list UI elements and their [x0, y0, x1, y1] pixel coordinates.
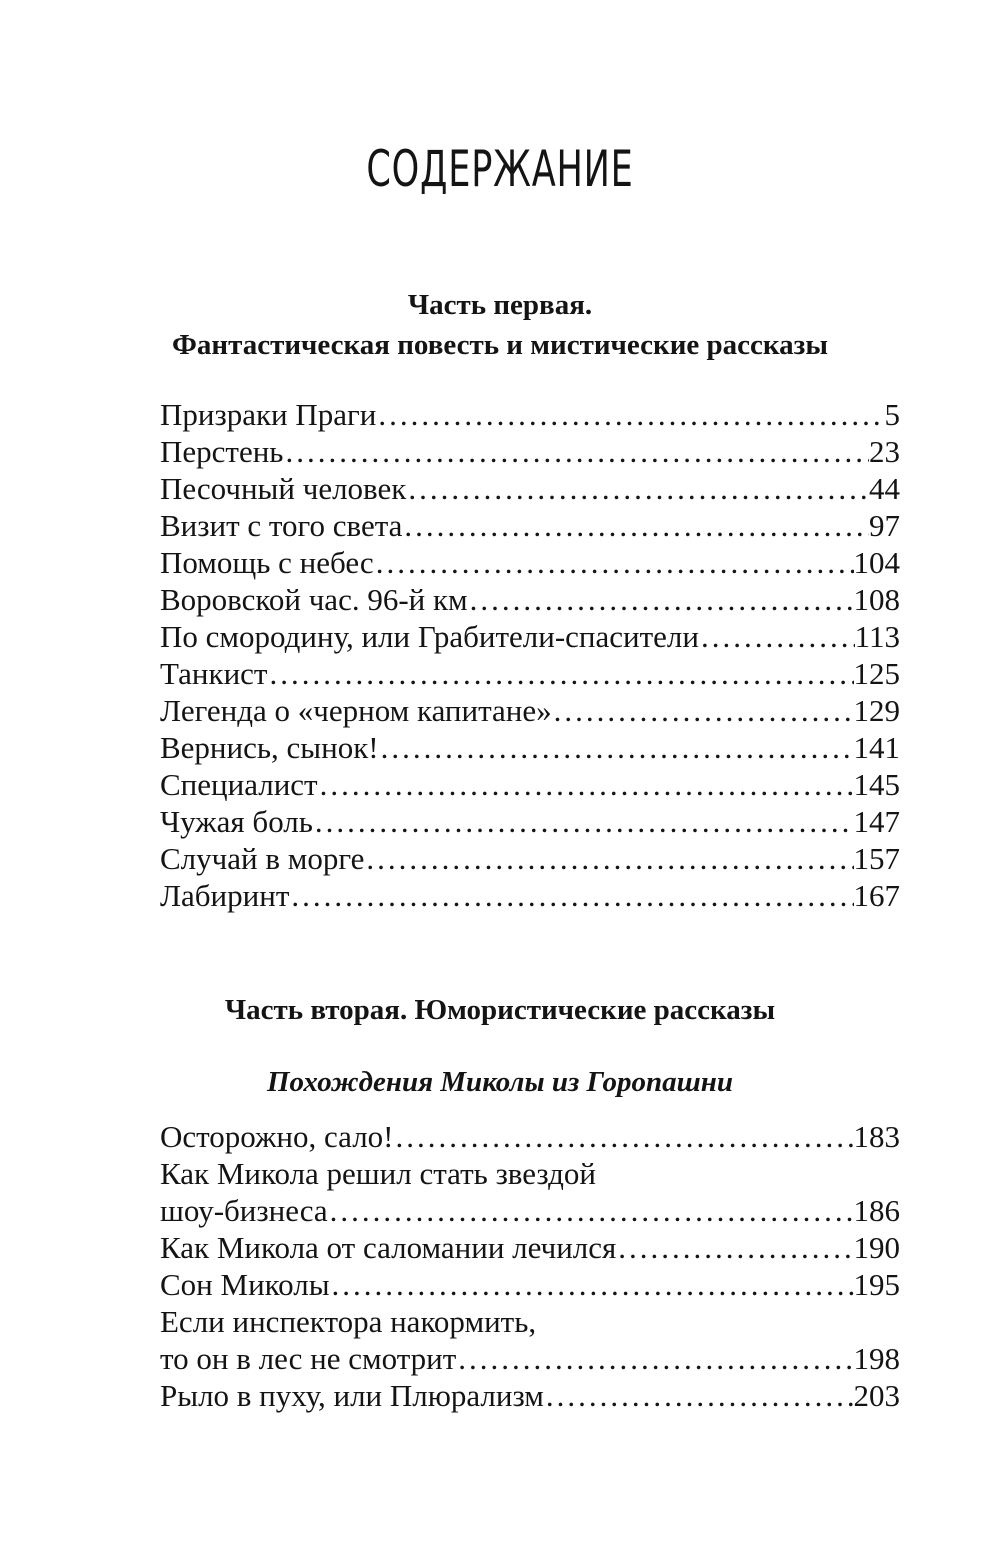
leader-dots: [552, 692, 854, 729]
toc-entry[interactable]: Как Микола от саломании лечился ..... 190: [160, 1229, 900, 1266]
leader-dots: [374, 544, 854, 581]
leader-dots: [267, 655, 853, 692]
leader-dots: [376, 396, 884, 433]
leader-dots: [318, 766, 854, 803]
toc-entry-first-line[interactable]: Как Микола решил стать звездой: [160, 1156, 596, 1191]
leader-dots: [456, 1340, 853, 1377]
toc-entry[interactable]: Танкист ..... 125: [160, 655, 900, 692]
toc-entry[interactable]: Чужая боль ..... 147: [160, 803, 900, 840]
toc-entry[interactable]: Легенда о «черном капитане» ..... 129: [160, 692, 900, 729]
toc-entry[interactable]: Вернись, сынок! ..... 141: [160, 729, 900, 766]
leader-dots: [289, 877, 853, 914]
leader-dots: [402, 507, 869, 544]
part-one-heading: [0, 285, 1000, 365]
leader-dots: [330, 1266, 854, 1303]
toc-entry-first-line[interactable]: Если инспектора накормить,: [160, 1304, 537, 1339]
toc-entry[interactable]: По смородину, или Грабители-спасители ..... 113: [160, 618, 900, 655]
leader-dots: [544, 1377, 854, 1414]
leader-dots: [364, 840, 853, 877]
toc-entry[interactable]: Лабиринт ..... 167: [160, 877, 900, 914]
leader-dots: [616, 1229, 853, 1266]
toc-entry[interactable]: Случай в морге ..... 157: [160, 840, 900, 877]
page-title: СОДЕРЖАНИЕ: [366, 140, 634, 198]
leader-dots: [379, 729, 854, 766]
toc-entry[interactable]: Рыло в пуху, или Плюрализм ..... 203: [160, 1377, 900, 1414]
part-one-toc: [160, 396, 900, 914]
part-one-label: Часть первая.: [407, 289, 593, 321]
leader-dots: [406, 470, 869, 507]
part-one-subtitle: Фантастическая повесть и мистические рассказы: [172, 329, 828, 361]
toc-entry[interactable]: Помощь с небес ..... 104: [160, 544, 900, 581]
leader-dots: [283, 433, 869, 470]
toc-entry[interactable]: шоу-бизнеса ..... 186: [160, 1192, 900, 1229]
part-two-toc: [160, 1118, 900, 1414]
toc-entry[interactable]: Призраки Праги ..... 5: [160, 396, 900, 433]
leader-dots: [468, 581, 854, 618]
toc-entry[interactable]: Перстень ..... 23: [160, 433, 900, 470]
toc-entry[interactable]: Сон Миколы ..... 195: [160, 1266, 900, 1303]
part-two-heading: Часть вторая. Юмористические рассказы: [224, 994, 776, 1026]
leader-dots: [393, 1118, 853, 1155]
toc-entry[interactable]: Визит с того света ..... 97: [160, 507, 900, 544]
leader-dots: [699, 618, 855, 655]
leader-dots: [313, 803, 854, 840]
toc-entry[interactable]: Песочный человек ..... 44: [160, 470, 900, 507]
toc-entry[interactable]: Осторожно, сало! ..... 183: [160, 1118, 900, 1155]
toc-entry[interactable]: Специалист ..... 145: [160, 766, 900, 803]
toc-entry[interactable]: Воровской час. 96-й км ..... 108: [160, 581, 900, 618]
toc-entry[interactable]: то он в лес не смотрит ..... 198: [160, 1340, 900, 1377]
leader-dots: [328, 1192, 854, 1229]
part-two-subheading: Похождения Миколы из Горопашни: [266, 1066, 734, 1098]
